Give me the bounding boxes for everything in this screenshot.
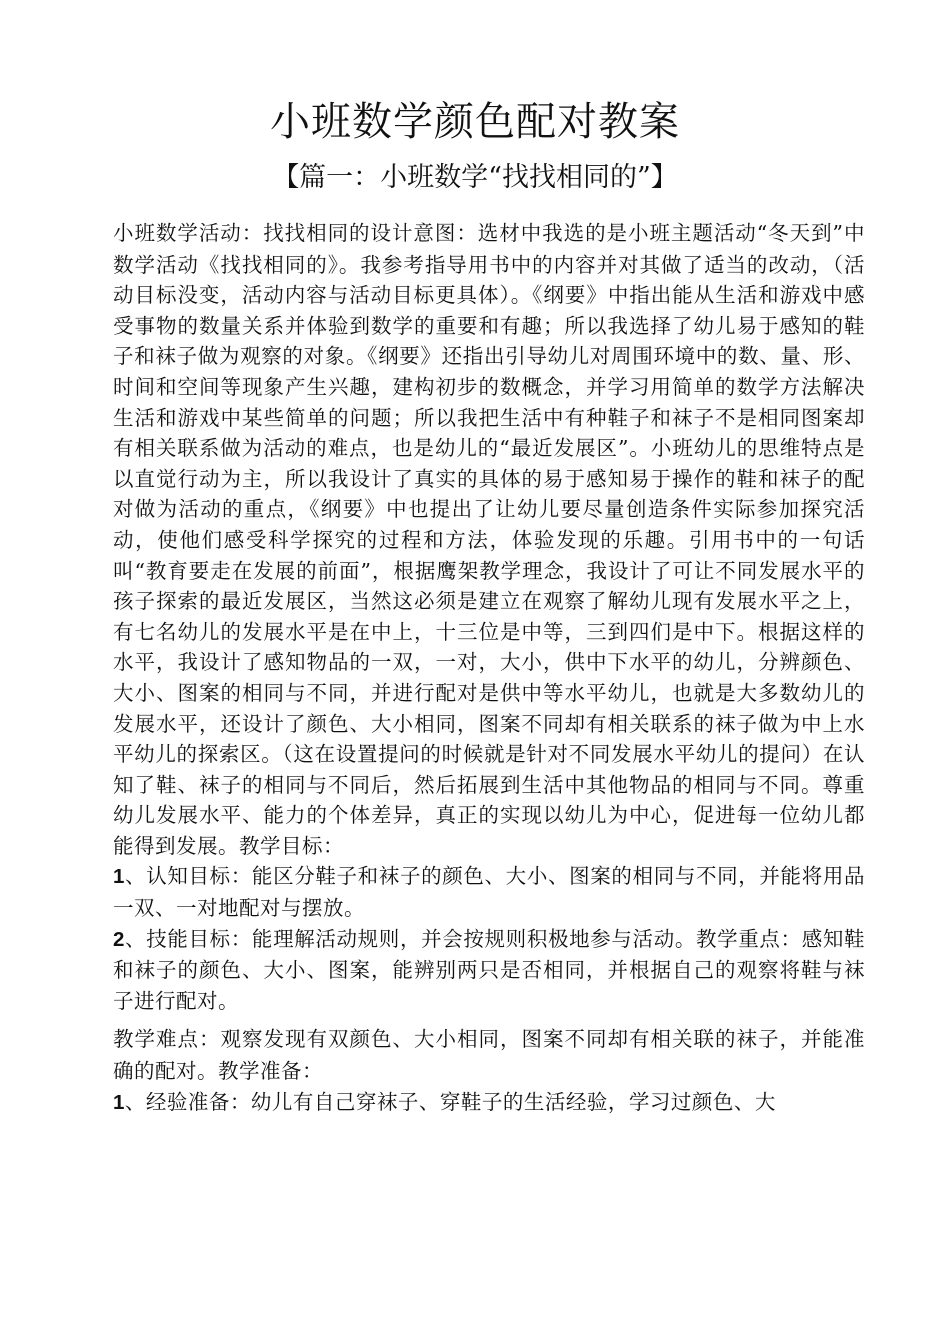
paragraph-text: 教学难点：观察发现有双颜色、大小相同，图案不同却有相关联的袜子，并能准确的配对。教学准备： [113,1027,865,1084]
paragraph-number: 2 [113,927,125,951]
paragraph-teaching-difficulty [113,1024,865,1086]
paragraph-text: 、认知目标：能区分鞋子和袜子的颜色、大小、图案的相同与不同，并能将用品一双、一对地配对与摆放。 [113,864,865,921]
paragraph-skill-goal [113,924,865,1017]
paragraph-experience-preparation [113,1087,865,1119]
paragraph-text: 、经验准备：幼儿有自己穿袜子、穿鞋子的生活经验，学习过颜色、大 [124,1089,776,1114]
paragraph-design-intent [113,218,865,861]
paragraph-number: 1 [113,1090,125,1114]
paragraph-cognitive-goal [113,861,865,923]
document-body [113,218,865,1118]
document-title: 小班数学颜色配对教案 [270,99,680,145]
paragraph-number: 1 [113,865,125,889]
paragraph-text: 小班数学活动：找找相同的设计意图：选材中我选的是小班主题活动“冬天到”中数学活动《找找相同的》。我参考指导用书中的内容并对其做了适当的改动，（活动目标没变，活动内容与活动目标更具体）。《纲要》中指出能从生活和游戏中感受事物的数量关系并体验到数学的重要和有趣；所以我选择了幼儿易于感知的鞋子和袜子做为观察的对象。《纲要》还指出引导幼儿对周围环境中的数、量、形、时间和空间等现象产生兴趣，建构初步的数概念，并学习用简单的数学方法解决生活和游戏中某些简单的问题；所以我把生活中有种鞋子和袜子不是相同图案却有相关联系做为活动的难点，也是幼儿的“最近发展区”。小班幼儿的思维特点是以直觉行动为主，所以我设计了真实的具体的易于感知易于操作的鞋和袜子的配对做为活动的重点，《纲要》中也提出了让幼儿要尽量创造条件实际参加探究活动，使他们感受科学探究的过程和方法，体验发现的乐趣。引用书中的一句话叫“教育要走在发展的前面”，根据鹰架教学理念，我设计了可让不同发展水平的孩子探索的最近发展区，当然这必须是建立在观察了解幼儿现有发展水平之上，有七名幼儿的发展水平是在中上，十三位是中等，三到四们是中下。根据这样的水平，我设计了感知物品的一双，一对，大小，供中下水平的幼儿，分辨颜色、大小、图案的相同与不同，并进行配对是供中等水平幼儿，也就是大多数幼儿的发展水平，还设计了颜色、大小相同，图案不同却有相关联系的袜子做为中上水平幼儿的探索区。（这在设置提问的时候就是针对不同发展水平幼儿的提问）在认知了鞋、袜子的相同与不同后，然后拓展到生活中其他物品的相同与不同。尊重幼儿发展水平、能力的个体差异，真正的实现以幼儿为中心，促进每一位幼儿都能得到发展。教学目标： [113,221,865,858]
paragraph-text: 、技能目标：能理解活动规则，并会按规则积极地参与活动。教学重点：感知鞋和袜子的颜色、大小、图案，能辨别两只是否相同，并根据自己的观察将鞋与袜子进行配对。 [113,926,865,1013]
document-subtitle: 【篇一：小班数学“找找相同的”】 [272,162,678,193]
